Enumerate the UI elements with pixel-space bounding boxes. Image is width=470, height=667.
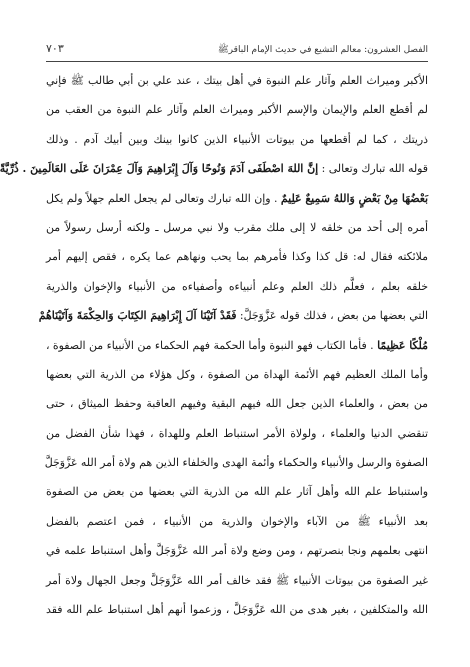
text-line: الصفوة والرسل والأنبياء والحكماء وأئمة الهدى والخلفاء الذين هم ولاة أمر الله عَزَّوَجَلَّ (44, 456, 428, 470)
text-line: تنقضي الدنيا والعلماء ، ولولاة الأمر استنباط العلم وللهداة ، فهذا شأن الفضل من (46, 426, 428, 440)
text-line: الأكبر وميراث العلم وآثار علم النبوة في أهل بيتك ، عند علي بن أبي طالب ﷺ فإني (46, 74, 428, 87)
text-line: الله والمتكلفين ، بغير هدى من الله عَزَّوَجَلَّ ، وزعموا أنهم أهل استنباط علم الله فقد (46, 603, 428, 617)
text-line: لم أقطع العلم والإيمان والإسم الأكبر وميراث العلم وآثار علم النبوة من العقب من (46, 103, 428, 117)
text-line: التي بعضها من بعض ، فذلك قوله عَزَّوَجَلَّ: فَقَدْ آتَيْنَا آلَ إِبْرَاهِيمَ الكِتَابَ وَالحِكْمَةَ وَآتَيْنَاهُمْ (38, 309, 428, 323)
quran-quote: فَقَدْ آتَيْنَا آلَ إِبْرَاهِيمَ الكِتَابَ وَالحِكْمَةَ وَآتَيْنَاهُمْ (38, 309, 237, 323)
text-line: خلقه بعلم ، فعلَّم ذلك العلم وعلم أنبياءه وأصفياءه من الأنبياء والإخوان والذرية (46, 279, 428, 293)
chapter-title: الفصل العشرون: معالم التشيع في حديث الإمام الباقرﷺ (217, 45, 428, 55)
text-line: بعد الأنبياء ﷺ من الآباء والإخوان والذرية من الأنبياء ، فمن اعتصم بالفضل (46, 514, 428, 528)
text-line: ملائكته فقال له: قل كذا وكذا فأمرهم بما يحب ونهاهم عما يكره ، فقص إليهم أمر (46, 250, 428, 264)
text-line: من بعض ، والعلماء الذين جعل الله فيهم البقية وفيهم العاقبة وحفظ الميثاق ، حتى (46, 397, 428, 411)
quran-quote: إنَّ اللهَ اصْطَفَى آدَمَ وَنُوحًا وَآلَ إِبْرَاهِيمَ وَآلَ عِمْرَانَ عَلَى العَالَمِينَ . ذُرِّيَّةً (0, 162, 319, 176)
text-line: بَعْضُهَا مِنْ بَعْضٍ وَاللهُ سَمِيعٌ عَلِيمٌ . وإن الله تبارك وتعالى لم يجعل العلم جهلاً ولم يكل (46, 191, 428, 205)
page-number: ٧٠٣ (46, 42, 64, 55)
text-line: غير الصفوة من بيوتات الأنبياء ﷺ فقد خالف أمر الله عَزَّوَجَلَّ وجعل الجهال ولاة أمر (46, 573, 428, 587)
text-line: أمره إلى أحد من خلقه لا إلى ملك مقرب ولا نبي مرسل ـ ولكنه أرسل رسولاً من (46, 220, 428, 234)
running-header (46, 40, 428, 58)
text-line: وأما الملك العظيم فهم الأئمة الهداة من الصفوة ، وكل هؤلاء من الذرية التي بعضها (46, 367, 428, 381)
text-line: واستنباط علم الله وأهل آثار علم الله من الذرية التي بعضها من بعض من الصفوة (46, 485, 428, 499)
text-line: ذريتك ، كما لم أقطعها من بيوتات الأنبياء الذين كانوا بينك وبين أبيك آدم . وذلك (46, 132, 428, 146)
header-rule (46, 61, 428, 62)
document-page (0, 40, 428, 660)
text-line: انتهى بعلمهم ونجا بنصرتهم ، ومن وضع ولاة أمر الله عَزَّوَجَلَّ وأهل استنباط علمه في (46, 544, 428, 558)
text-line: قوله الله تبارك وتعالى : إنَّ اللهَ اصْطَفَى آدَمَ وَنُوحًا وَآلَ إِبْرَاهِيمَ وَآلَ عِمْرَانَ عَلَى العَالَمِينَ . ذُرِّيَّةً (0, 162, 428, 176)
quran-quote: مُلْكًا عَظِيمًا (377, 338, 428, 352)
quran-quote: بَعْضُهَا مِنْ بَعْضٍ وَاللهُ سَمِيعٌ عَلِيمٌ (280, 191, 428, 205)
text-line: مُلْكًا عَظِيمًا . فأما الكتاب فهو النبوة وأما الحكمة فهم الحكماء من الأنبياء من الصفوة ، (45, 338, 428, 352)
body-text (0, 66, 428, 624)
